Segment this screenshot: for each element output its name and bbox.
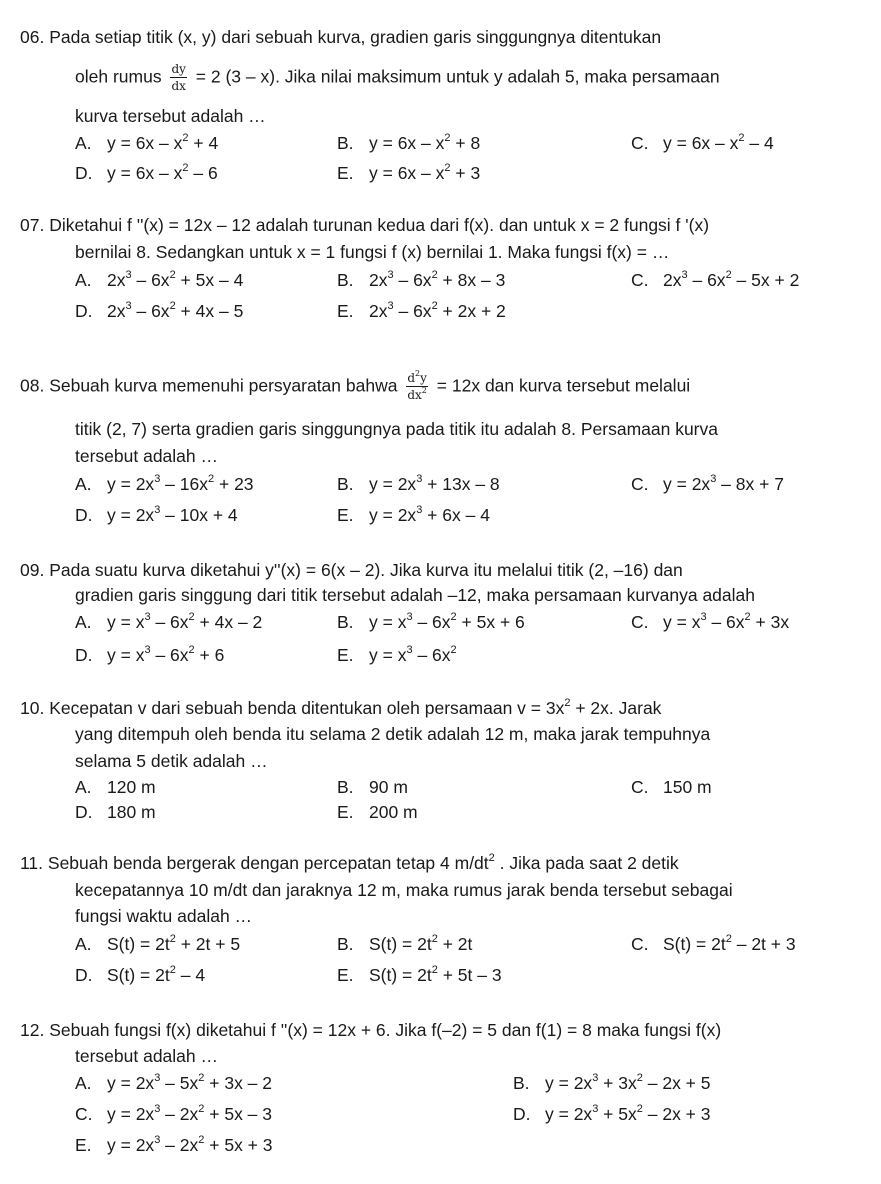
q07-option-d[interactable]: D. $2x^3 - 6x^2 + 4x - 5$ bbox=[75, 300, 244, 321]
q09-line-1: 09. Pada suatu kurva diketahui y''(x) = 6(x – 2). Jika kurva itu melalui titik (2, –16) dan bbox=[20, 560, 683, 580]
q12-option-b[interactable]: B. $y = 2x^3 + 3x^2 - 2x + 5$ bbox=[513, 1072, 711, 1093]
q09-option-b[interactable]: B. $y = x^3 - 6x^2 + 5x + 6$ bbox=[337, 611, 525, 632]
q06-option-a[interactable]: A. $y = 6x - x^2 + 4$ bbox=[75, 132, 219, 153]
q10-line-1: 10. Kecepatan v dari sebuah benda ditentukan oleh persamaan $v = 3x^2 + 2x$. Jarak bbox=[20, 697, 662, 718]
q08-option-a[interactable]: A. $y = 2x^3 - 16x^2 + 23$ bbox=[75, 473, 254, 494]
q12-line-2: tersebut adalah … bbox=[75, 1046, 219, 1066]
q10-option-d[interactable]: D. 180 m bbox=[75, 802, 156, 822]
q10-line-3: selama 5 detik adalah … bbox=[75, 751, 268, 771]
q09-option-c[interactable]: C. $y = x^3 - 6x^2 + 3x$ bbox=[631, 611, 790, 632]
q08-line-2: titik (2, 7) serta gradien garis singgungnya pada titik itu adalah 8. Persamaan kurva bbox=[75, 419, 718, 439]
q06-line-2 bbox=[75, 63, 720, 93]
q11-option-b[interactable]: B. $S(t) = 2t^2 + 2t$ bbox=[337, 933, 473, 954]
q12-option-c[interactable]: C. $y = 2x^3 - 2x^2 + 5x - 3$ bbox=[75, 1103, 273, 1124]
q06-line-2-pre: oleh rumus bbox=[75, 66, 162, 87]
q07-line-2: bernilai 8. Sedangkan untuk x = 1 fungsi f (x) bernilai 1. Maka fungsi f(x) = … bbox=[75, 242, 670, 262]
q12-option-e[interactable]: E. $y = 2x^3 - 2x^2 + 5x + 3$ bbox=[75, 1134, 273, 1155]
q09-option-d[interactable]: D. $y = x^3 - 6x^2 + 6$ bbox=[75, 644, 225, 665]
q11-option-d[interactable]: D. $S(t) = 2t^2 - 4$ bbox=[75, 964, 206, 985]
q12-line-1: 12. Sebuah fungsi f(x) diketahui f ''(x) = 12x + 6. Jika f(–2) = 5 dan f(1) = 8 maka fungsi f(x) bbox=[20, 1020, 722, 1040]
q08-second-derivative-fraction bbox=[406, 369, 428, 402]
q10-option-c[interactable]: C. 150 m bbox=[631, 777, 712, 797]
q08-option-c[interactable]: C. $y = 2x^3 - 8x + 7$ bbox=[631, 473, 784, 494]
q10-line-2: yang ditempuh oleh benda itu selama 2 detik adalah 12 m, maka jarak tempuhnya bbox=[75, 724, 711, 744]
q06-option-d[interactable]: D. $y = 6x - x^2 - 6$ bbox=[75, 162, 218, 183]
q11-option-e[interactable]: E. $S(t) = 2t^2 + 5t - 3$ bbox=[337, 964, 502, 985]
q07-option-a[interactable]: A. $2x^3 - 6x^2 + 5x - 4$ bbox=[75, 269, 244, 290]
q08-line-1-post: = 12x dan kurva tersebut melalui bbox=[436, 375, 691, 396]
q11-option-a[interactable]: A. $S(t) = 2t^2 + 2t + 5$ bbox=[75, 933, 241, 954]
q06-option-c[interactable]: C. $y = 6x - x^2 - 4$ bbox=[631, 132, 774, 153]
q06-line-3: kurva tersebut adalah … bbox=[75, 106, 266, 126]
q08-option-e[interactable]: E. $y = 2x^3 + 6x - 4$ bbox=[337, 504, 490, 525]
q06-option-e[interactable]: E. $y = 6x - x^2 + 3$ bbox=[337, 162, 481, 183]
q08-fraction-numerator: $d^2y$ bbox=[407, 369, 427, 385]
q06-option-b[interactable]: B. $y = 6x - x^2 + 8$ bbox=[337, 132, 481, 153]
q08-option-d[interactable]: D. $y = 2x^3 - 10x + 4$ bbox=[75, 504, 238, 525]
q10-option-a[interactable]: A. 120 m bbox=[75, 777, 156, 797]
q06-fraction-denominator: dx bbox=[171, 79, 186, 93]
q11-option-c[interactable]: C. $S(t) = 2t^2 - 2t + 3$ bbox=[631, 933, 796, 954]
q12-option-d[interactable]: D. $y = 2x^3 + 5x^2 - 2x + 3$ bbox=[513, 1103, 711, 1124]
q07-option-e[interactable]: E. $2x^3 - 6x^2 + 2x + 2$ bbox=[337, 300, 506, 321]
q11-line-2: kecepatannya 10 m/dt dan jaraknya 12 m, maka rumus jarak benda tersebut sebagai bbox=[75, 880, 733, 900]
q08-line-1-pre: 08. Sebuah kurva memenuhi persyaratan bahwa bbox=[20, 375, 398, 396]
q06-line-1: 06. Pada setiap titik (x, y) dari sebuah kurva, gradien garis singgungnya ditentukan bbox=[20, 27, 662, 47]
q09-option-a[interactable]: A. $y = x^3 - 6x^2 + 4x - 2$ bbox=[75, 611, 263, 632]
q11-line-3: fungsi waktu adalah … bbox=[75, 906, 253, 926]
q12-option-a[interactable]: A. $y = 2x^3 - 5x^2 + 3x - 2$ bbox=[75, 1072, 273, 1093]
q09-line-2: gradien garis singgung dari titik tersebut adalah –12, maka persamaan kurvanya adalah bbox=[75, 585, 756, 605]
q07-option-c[interactable]: C. $2x^3 - 6x^2 - 5x + 2$ bbox=[631, 269, 800, 290]
q11-line-1: 11. Sebuah benda bergerak dengan percepatan tetap 4 $m/dt^2$ . Jika pada saat 2 detik bbox=[20, 852, 679, 873]
q08-fraction-denominator: $dx^2$ bbox=[407, 386, 427, 402]
q09-option-e[interactable]: E. $y = x^3 - 6x^2$ bbox=[337, 644, 457, 665]
q07-option-b[interactable]: B. $2x^3 - 6x^2 + 8x - 3$ bbox=[337, 269, 506, 290]
q08-line-1 bbox=[20, 369, 691, 402]
q10-option-e[interactable]: E. 200 m bbox=[337, 802, 418, 822]
q06-line-2-post: = 2 (3 – x). Jika nilai maksimum untuk y adalah 5, maka persamaan bbox=[195, 66, 720, 87]
q08-option-b[interactable]: B. $y = 2x^3 + 13x - 8$ bbox=[337, 473, 500, 494]
q06-fraction-numerator: dy bbox=[171, 62, 186, 76]
q07-line-1: 07. Diketahui f ''(x) = 12x – 12 adalah turunan kedua dari f(x). dan untuk x = 2 fungsi f '(x) bbox=[20, 215, 710, 235]
q08-line-3: tersebut adalah … bbox=[75, 446, 219, 466]
q10-option-b[interactable]: B. 90 m bbox=[337, 777, 408, 797]
q06-derivative-fraction bbox=[170, 63, 186, 93]
